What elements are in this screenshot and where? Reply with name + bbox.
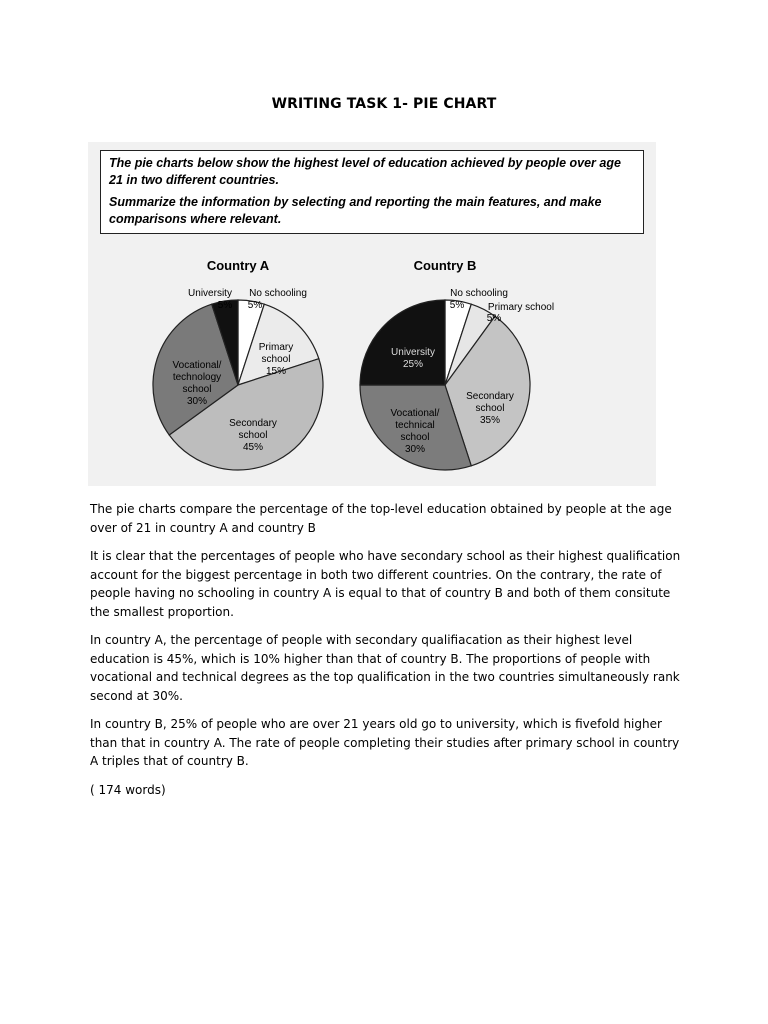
label-b-voc-3: school <box>400 432 430 443</box>
essay-paragraph-2: It is clear that the percentages of people who have secondary school as their highest qualification account for the biggest percentage in both two different countries. On the contrary, the rate of people having no schooling in country A is equal to that of country B and both of them consitute the smallest proportion. <box>90 549 681 619</box>
slice-b-university <box>360 300 445 385</box>
label-b-sec-1: Secondary <box>466 391 514 402</box>
label-a-sec-2: school <box>238 430 268 441</box>
chart-a-title: Country A <box>206 258 270 273</box>
label-a-university: University <box>188 288 232 299</box>
label-b-sec-2: school <box>475 403 505 414</box>
label-a-noschool: No schooling <box>249 288 307 299</box>
pie-country-b <box>360 300 530 470</box>
label-a-voc-3: school <box>182 384 212 395</box>
label-a-sec-1: Secondary <box>229 418 277 429</box>
label-b-voc-2: technical <box>395 420 435 431</box>
label-a-voc-pct: 30% <box>186 396 208 407</box>
page-title: WRITING TASK 1- PIE CHART <box>271 96 497 112</box>
task-description: The pie charts below show the highest level of education achieved by people over age 21 in two different countries. <box>109 156 621 187</box>
label-a-primary-1: Primary <box>258 342 294 353</box>
chart-b-title: Country B <box>413 258 477 273</box>
label-b-sec-pct: 35% <box>479 415 501 426</box>
essay-body <box>90 500 682 809</box>
label-a-primary-2: school <box>261 354 291 365</box>
word-count: ( 174 words) <box>90 782 166 797</box>
essay-paragraph-1: The pie charts compare the percentage of the top-level education obtained by people at the age over of 21 in country A and country B <box>90 502 672 535</box>
label-b-primary-pct: 5% <box>486 313 502 324</box>
label-a-voc-1: Vocational/ <box>172 360 222 371</box>
task-instruction: Summarize the information by selecting and reporting the main features, and make comparisons where relevant. <box>109 195 602 226</box>
label-a-sec-pct: 45% <box>242 442 264 453</box>
label-b-noschool-pct: 5% <box>449 300 465 311</box>
label-b-univ: University <box>391 347 435 358</box>
label-b-voc-1: Vocational/ <box>390 408 440 419</box>
essay-paragraph-4: In country B, 25% of people who are over 21 years old go to university, which is fivefold higher than that in country A. The rate of people completing their studies after primary school in country A triples that of country B. <box>90 717 680 768</box>
label-a-primary-pct: 15% <box>265 366 287 377</box>
label-a-noschool-pct: 5% <box>247 300 263 311</box>
pie-country-a <box>153 300 323 470</box>
label-a-voc-2: technology <box>172 372 222 383</box>
label-a-university-pct: 5% <box>217 300 233 311</box>
label-b-noschool: No schooling <box>450 288 508 299</box>
essay-paragraph-3: In country A, the percentage of people with secondary qualifiacation as their highest level education is 45%, which is 10% higher than that of country B. The proportions of people with vocational and technical degrees as the top qualification in the two countries simultaneously rank second at 30%. <box>90 633 680 703</box>
task-prompt-box <box>100 150 644 234</box>
label-b-primary: Primary school <box>487 302 555 313</box>
label-b-voc-pct: 30% <box>404 444 426 455</box>
label-b-univ-pct: 25% <box>402 359 424 370</box>
pie-charts <box>88 240 656 484</box>
